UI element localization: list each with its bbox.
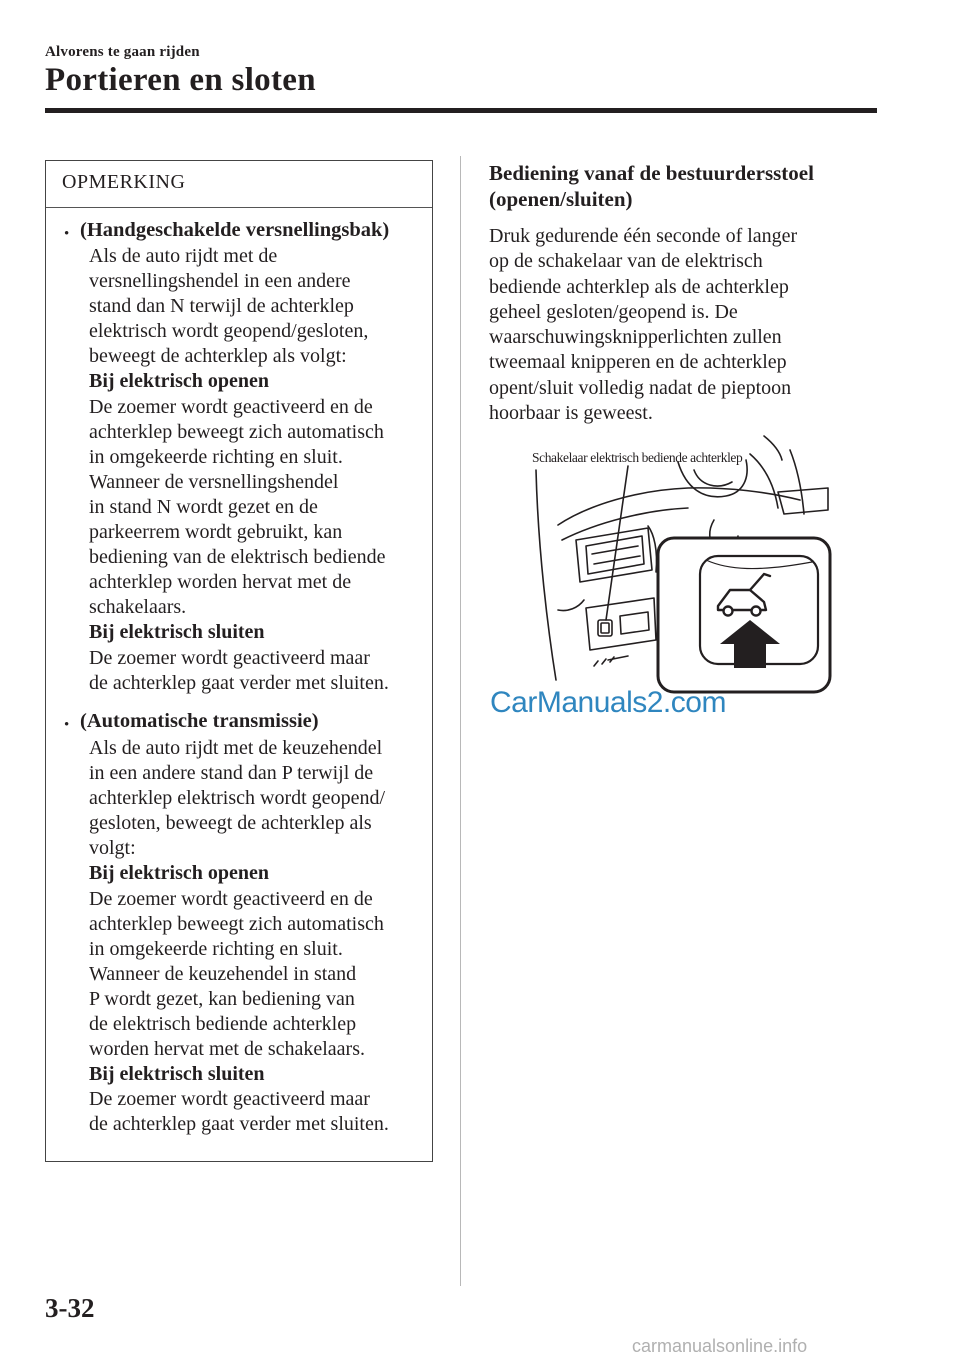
text-line: achterklep beweegt zich automatisch [89, 420, 384, 443]
subheading-line: Bij elektrisch openen [89, 862, 269, 885]
text-line: De zoemer wordt geactiveerd maar [89, 1088, 370, 1111]
figure-label: Schakelaar elektrisch bediende achterklep [532, 450, 743, 465]
page-number: 3-32 [45, 1293, 95, 1323]
bullet-dot: • [64, 717, 70, 733]
text-line: Wanneer de keuzehendel in stand [89, 962, 357, 985]
text-line: versnellingshendel in een andere [89, 270, 351, 293]
text-line: Als de auto rijdt met de keuzehendel [89, 737, 383, 759]
automatic-heading: (Automatische transmissie) [80, 710, 319, 732]
text-line: stand dan N terwijl de achterklep [89, 295, 354, 318]
section-heading: Bediening vanaf de bestuurdersstoel (openen/sluiten) [489, 161, 814, 211]
header-rule [45, 108, 877, 113]
text-line: De zoemer wordt geactiveerd en de [89, 395, 373, 418]
column-divider [460, 156, 461, 1286]
automatic-paragraph [89, 736, 389, 1138]
text-line: de elektrisch bediende achterklep [89, 1013, 357, 1036]
text-line: P wordt gezet, kan bediening van [89, 987, 355, 1010]
text-line: achterklep worden hervat met de [89, 571, 352, 594]
text-line: achterklep beweegt zich automatisch [89, 912, 384, 935]
text-line: achterklep elektrisch wordt geopend/ [89, 787, 385, 810]
manual-heading: (Handgeschakelde versnellingsbak) [80, 219, 390, 241]
subheading-line: Bij elektrisch openen [89, 370, 269, 393]
page-title: Portieren en sloten [45, 62, 316, 98]
subheading-line: Bij elektrisch sluiten [89, 1063, 265, 1086]
text-line: in een andere stand dan P terwijl de [89, 762, 374, 785]
text-line: parkeerrem wordt gebruikt, kan [89, 521, 343, 544]
text-line: gesloten, beweegt de achterklep als [89, 812, 372, 835]
text-line: elektrisch wordt geopend/gesloten, [89, 320, 369, 343]
watermark: CarManuals2.com [490, 686, 726, 719]
text-line: De zoemer wordt geactiveerd maar [89, 646, 370, 669]
text-line: in omgekeerde richting en sluit. [89, 937, 343, 960]
text-line: worden hervat met de schakelaars. [89, 1038, 365, 1061]
text-line: bediening van de elektrisch bediende [89, 546, 386, 569]
text-line: in stand N wordt gezet en de [89, 495, 318, 518]
footer-watermark: carmanualsonline.info [632, 1336, 808, 1356]
subheading-line: Bij elektrisch sluiten [89, 621, 265, 644]
text-line: schakelaars. [89, 596, 187, 619]
text-line: De zoemer wordt geactiveerd en de [89, 887, 373, 910]
section-label: Alvorens te gaan rijden [45, 44, 200, 60]
text-line: de achterklep gaat verder met sluiten. [89, 1113, 389, 1136]
bullet-dot: • [64, 226, 70, 242]
text-line: volgt: [89, 837, 136, 860]
text-line: beweegt de achterklep als volgt: [89, 345, 347, 368]
note-title: OPMERKING [62, 171, 186, 193]
dashboard-illustration [528, 430, 833, 696]
text-line: Als de auto rijdt met de [89, 245, 278, 267]
text-line: de achterklep gaat verder met sluiten. [89, 671, 389, 694]
body-paragraph: Druk gedurende één seconde of langer op de schakelaar van de elektrisch bediende achterklep als de achterklep geheel gesloten/geopend is. De waarschuwingsknipperlichten zullen tweemaal knipperen en de achterklep opent/sluit volledig nadat de pieptoon hoorbaar is geweest. [489, 225, 798, 425]
text-line: Wanneer de versnellingshendel [89, 470, 339, 493]
note-separator [46, 207, 432, 208]
manual-paragraph [89, 244, 389, 696]
text-line: in omgekeerde richting en sluit. [89, 445, 343, 468]
